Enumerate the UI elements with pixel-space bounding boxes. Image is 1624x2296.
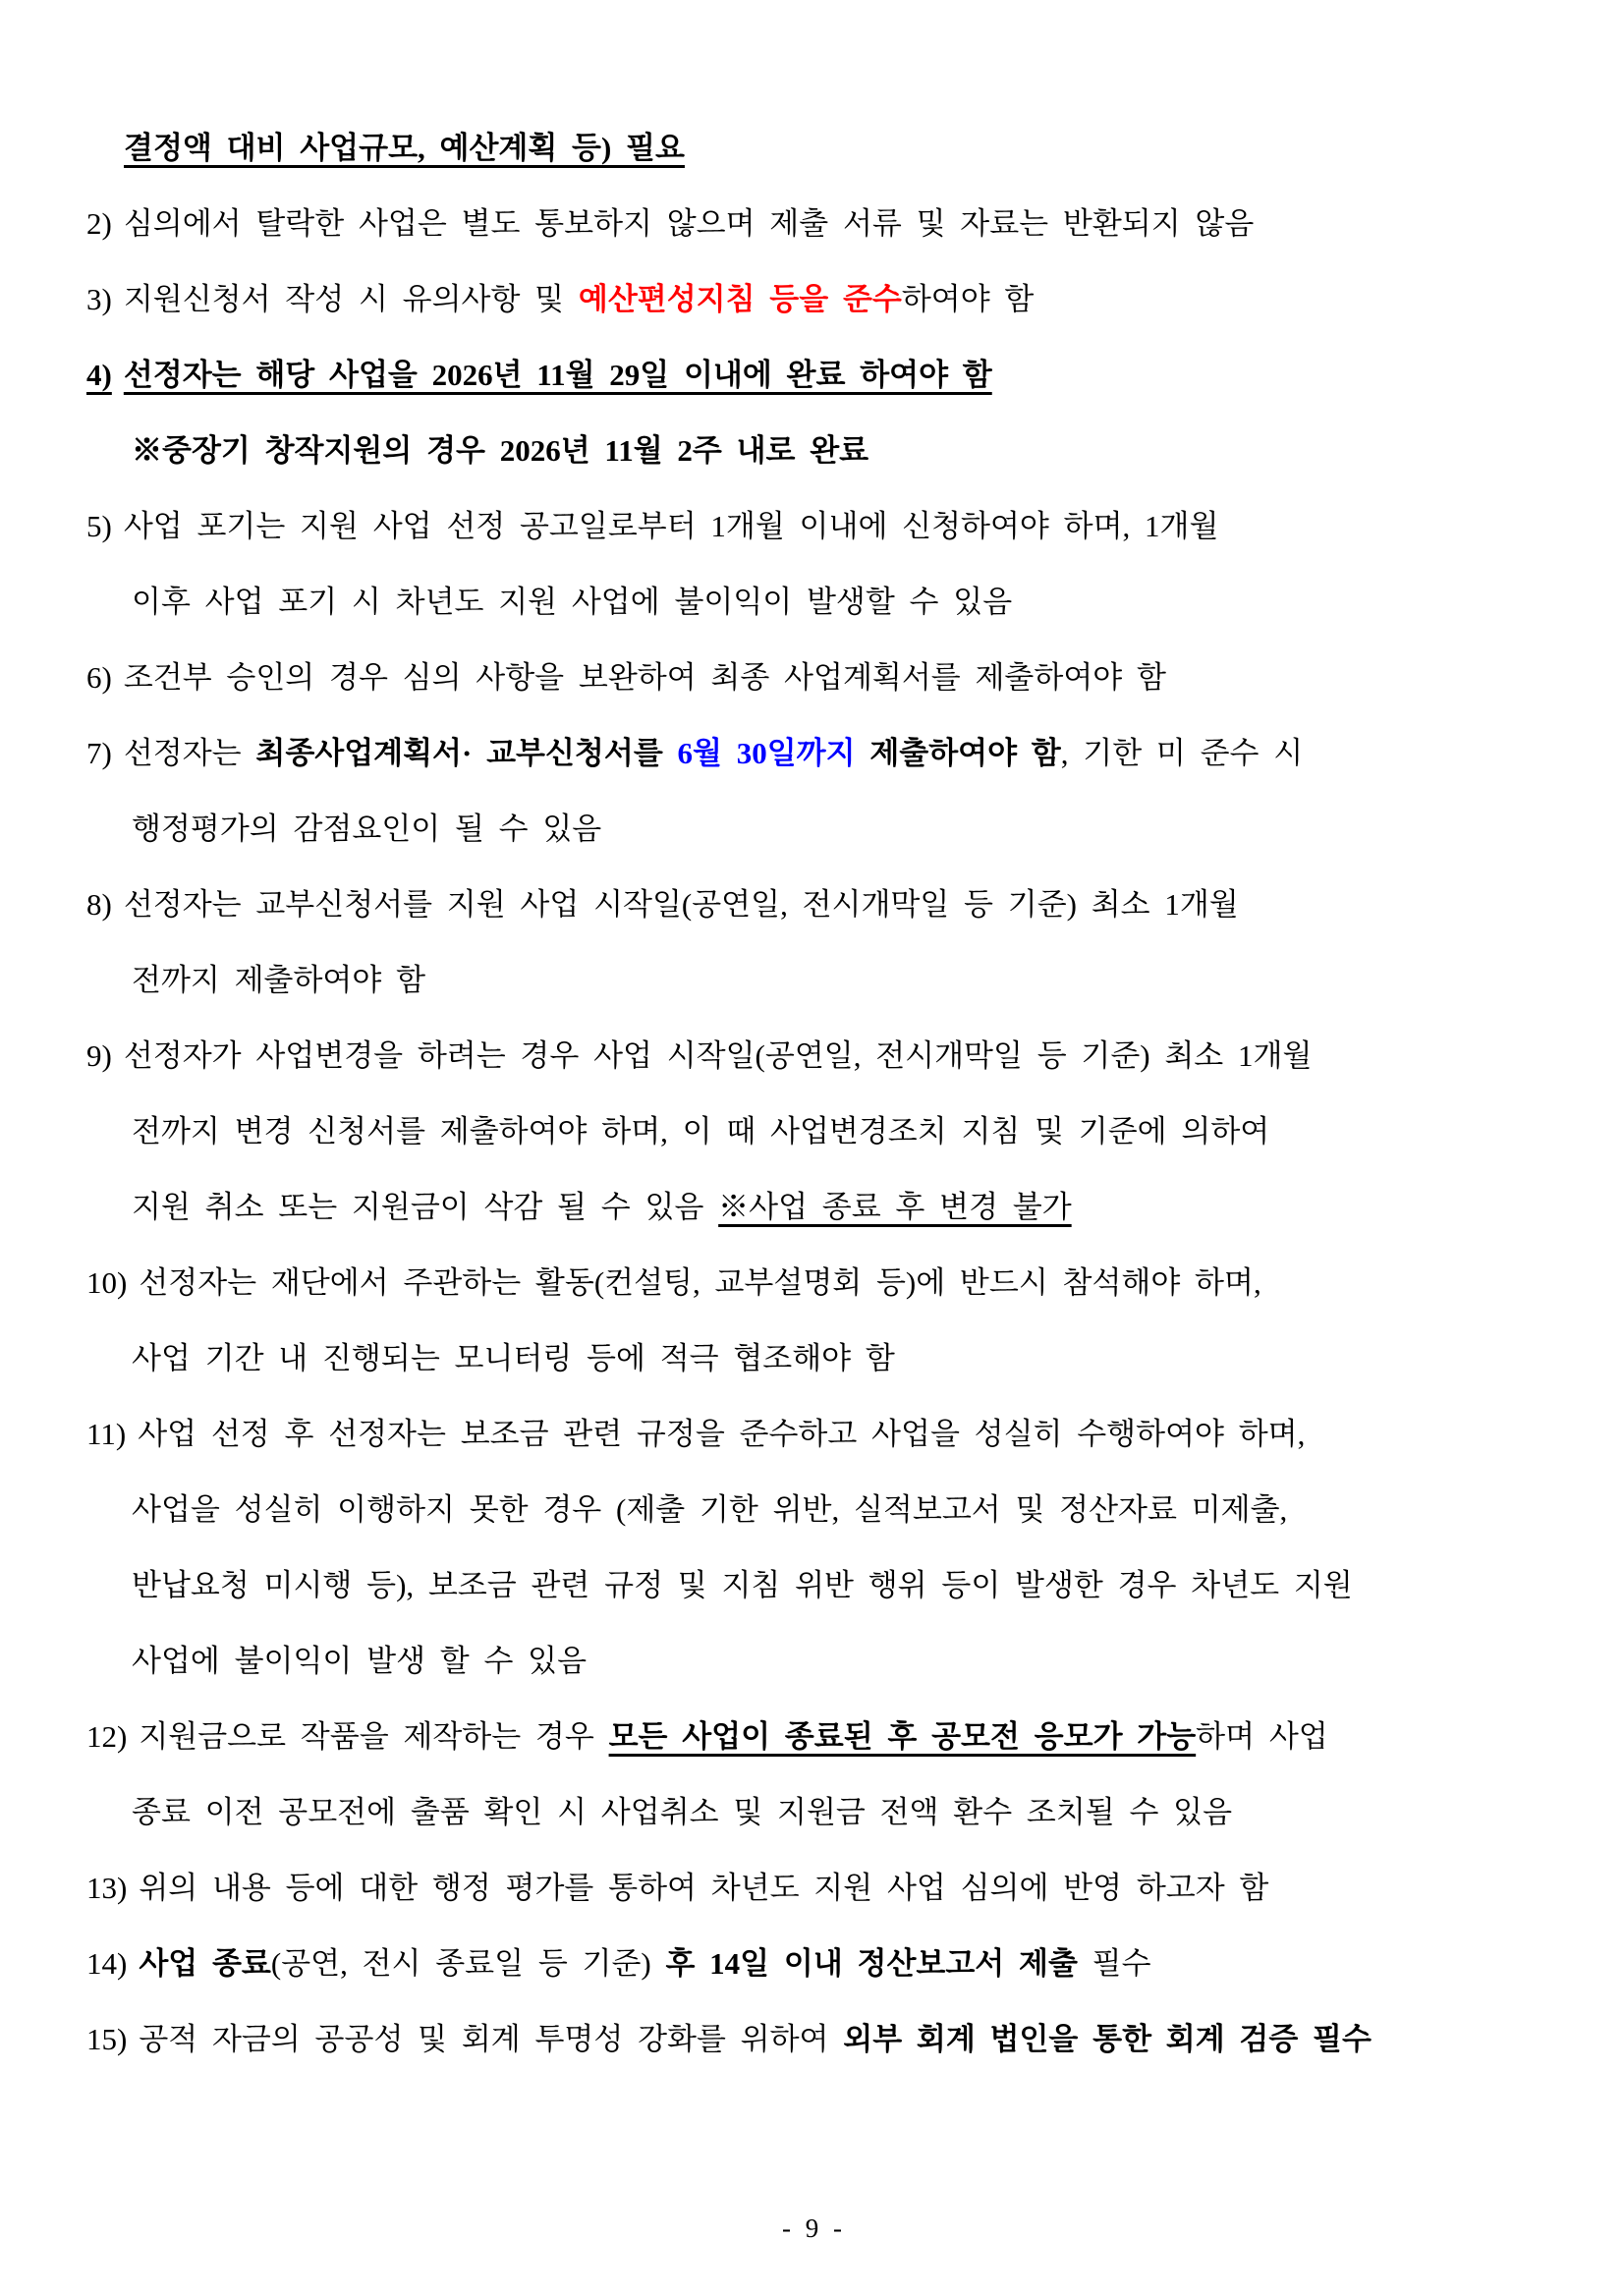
- list-item-continuation-line: [132, 564, 1538, 640]
- text-segment: 6월 30일까지: [677, 736, 856, 770]
- text-segment: 지원금으로 작품을 제작하는 경우: [139, 1719, 609, 1754]
- list-item-continuation-line: [132, 413, 1538, 488]
- item-number: 6): [86, 660, 112, 695]
- text-segment: 사업 기간 내 진행되는 모니터링 등에 적극 협조해야 함: [132, 1341, 895, 1375]
- item-number: 8): [86, 887, 112, 922]
- list-item: [86, 186, 1538, 261]
- text-segment: 심의에서 탈락한 사업은 별도 통보하지 않으며 제출 서류 및 자료는 반환되지 않음: [123, 206, 1255, 241]
- list-item: [86, 337, 1538, 488]
- text-segment: 사업 종료: [139, 1946, 271, 1981]
- text-segment: ※사업 종료 후 변경 불가: [718, 1190, 1072, 1224]
- text-segment: 위의 내용 등에 대한 행정 평가를 통하여 차년도 지원 사업 심의에 반영 하고자 함: [139, 1871, 1269, 1905]
- list-item-continuation-line: [132, 1774, 1538, 1850]
- text-segment: 하여야 함: [901, 282, 1035, 316]
- list-item: [86, 261, 1538, 337]
- text-segment: 종료 이전 공모전에 출품 확인 시 사업취소 및 지원금 전액 환수 조치될 수 있음: [132, 1795, 1233, 1829]
- section-heading-text: 결정액 대비 사업규모, 예산계획 등) 필요: [124, 131, 685, 165]
- list-item-first-line: [86, 186, 1538, 261]
- list-item-first-line: [86, 261, 1538, 337]
- list-item: [86, 1926, 1538, 2001]
- text-segment: 하며 사업: [1196, 1719, 1328, 1754]
- list-item-first-line: [86, 1850, 1538, 1926]
- list-item-first-line: [86, 640, 1538, 715]
- text-segment: , 기한 미 준수 시: [1060, 736, 1304, 770]
- list-item-first-line: [86, 1396, 1538, 1472]
- text-segment: 사업에 불이익이 발생 할 수 있음: [132, 1644, 588, 1678]
- text-segment: 선정자는 재단에서 주관하는 활동(컨설팅, 교부설명회 등)에 반드시 참석해야 하며,: [139, 1265, 1261, 1300]
- text-segment: 전까지 제출하여야 함: [132, 963, 426, 997]
- text-segment: ※중장기 창작지원의 경우 2026년 11월 2주 내로 완료: [132, 433, 869, 468]
- text-segment: 예산편성지침 등을 준수: [578, 282, 902, 316]
- item-number: 12): [86, 1719, 128, 1754]
- text-segment: 지원 취소 또는 지원금이 삭감 될 수 있음: [132, 1190, 719, 1224]
- list-item: [86, 1699, 1538, 1850]
- text-segment: 최종사업계획서· 교부신청서를: [255, 736, 678, 770]
- text-segment: (공연, 전시 종료일 등 기준): [270, 1946, 666, 1981]
- list-item-continuation-line: [132, 1547, 1538, 1623]
- item-number: 11): [86, 1417, 127, 1451]
- list-item: [86, 640, 1538, 715]
- section-heading: [124, 110, 1538, 186]
- text-segment: 사업을 성실히 이행하지 못한 경우 (제출 기한 위반, 실적보고서 및 정산자료 미제출,: [132, 1492, 1288, 1527]
- list-item: [86, 1018, 1538, 1245]
- list-item-continuation-line: [132, 1472, 1538, 1547]
- list-item-first-line: [86, 1018, 1538, 1093]
- text-segment: 제출하여야 함: [855, 736, 1061, 770]
- text-segment: 선정자는 교부신청서를 지원 사업 시작일(공연일, 전시개막일 등 기준) 최소 1개월: [123, 887, 1239, 922]
- list-item-first-line: [86, 2001, 1538, 2077]
- text-segment: 사업 선정 후 선정자는 보조금 관련 규정을 준수하고 사업을 성실히 수행하여야 하며,: [138, 1417, 1306, 1451]
- list-item: [86, 1850, 1538, 1926]
- text-segment: 선정자는 해당 사업을 2026년 11월 29일 이내에 완료 하여야 함: [123, 358, 992, 392]
- list-item: [86, 715, 1538, 867]
- text-segment: 선정자가 사업변경을 하려는 경우 사업 시작일(공연일, 전시개막일 등 기준) 최소 1개월: [123, 1038, 1313, 1073]
- text-segment: 모든 사업이 종료된 후 공모전 응모가 가능: [608, 1719, 1197, 1754]
- list-item-continuation-line: [132, 942, 1538, 1018]
- list-item-continuation-line: [132, 791, 1538, 867]
- list-item-continuation-line: [132, 1320, 1538, 1396]
- text-segment: 행정평가의 감점요인이 될 수 있음: [132, 812, 602, 846]
- list-item: [86, 1396, 1538, 1699]
- list-item-first-line: [86, 1699, 1538, 1774]
- list-item: [86, 1245, 1538, 1396]
- list-item: [86, 2001, 1538, 2077]
- notice-list: [86, 186, 1538, 2077]
- list-item-first-line: [86, 337, 1538, 413]
- list-item-continuation-line: [132, 1623, 1538, 1699]
- list-item-continuation-line: [132, 1169, 1538, 1245]
- text-segment: 지원신청서 작성 시 유의사항 및: [123, 282, 579, 316]
- list-item-first-line: [86, 715, 1538, 791]
- text-segment: 공적 자금의 공공성 및 회계 투명성 강화를 위하여: [139, 2022, 844, 2056]
- text-segment: 조건부 승인의 경우 심의 사항을 보완하여 최종 사업계획서를 제출하여야 함: [123, 660, 1166, 695]
- list-item: [86, 488, 1538, 640]
- item-number: 3): [86, 282, 112, 316]
- text-segment: 후 14일 이내 정산보고서 제출: [665, 1946, 1078, 1981]
- text-segment: 외부 회계 법인을 통한 회계 검증 필수: [843, 2022, 1372, 2056]
- item-number: 13): [86, 1871, 128, 1905]
- list-item-first-line: [86, 1245, 1538, 1320]
- text-segment: 선정자는: [123, 736, 256, 770]
- text-segment: 반납요청 미시행 등), 보조금 관련 규정 및 지침 위반 행위 등이 발생한 경우 차년도 지원: [132, 1568, 1353, 1602]
- list-item-first-line: [86, 867, 1538, 942]
- item-number: 9): [86, 1038, 112, 1073]
- list-item-first-line: [86, 1926, 1538, 2001]
- text-segment: 필수: [1077, 1946, 1151, 1981]
- item-number: 15): [86, 2022, 128, 2056]
- text-segment: 이후 사업 포기 시 차년도 지원 사업에 불이익이 발생할 수 있음: [132, 585, 1013, 619]
- item-number: 5): [86, 509, 112, 543]
- page-number: - 9 -: [782, 2213, 842, 2243]
- text-segment: 전까지 변경 신청서를 제출하여야 하며, 이 때 사업변경조치 지침 및 기준에 의하여: [132, 1114, 1270, 1148]
- list-item-first-line: [86, 488, 1538, 564]
- text-segment: 사업 포기는 지원 사업 선정 공고일로부터 1개월 이내에 신청하여야 하며, 1개월: [123, 509, 1219, 543]
- item-number: 7): [86, 736, 112, 770]
- item-number: 10): [86, 1265, 128, 1300]
- item-number: 4): [86, 358, 112, 392]
- list-item: [86, 867, 1538, 1018]
- list-item-continuation-line: [132, 1093, 1538, 1169]
- item-number: 14): [86, 1946, 128, 1981]
- item-number: 2): [86, 206, 112, 241]
